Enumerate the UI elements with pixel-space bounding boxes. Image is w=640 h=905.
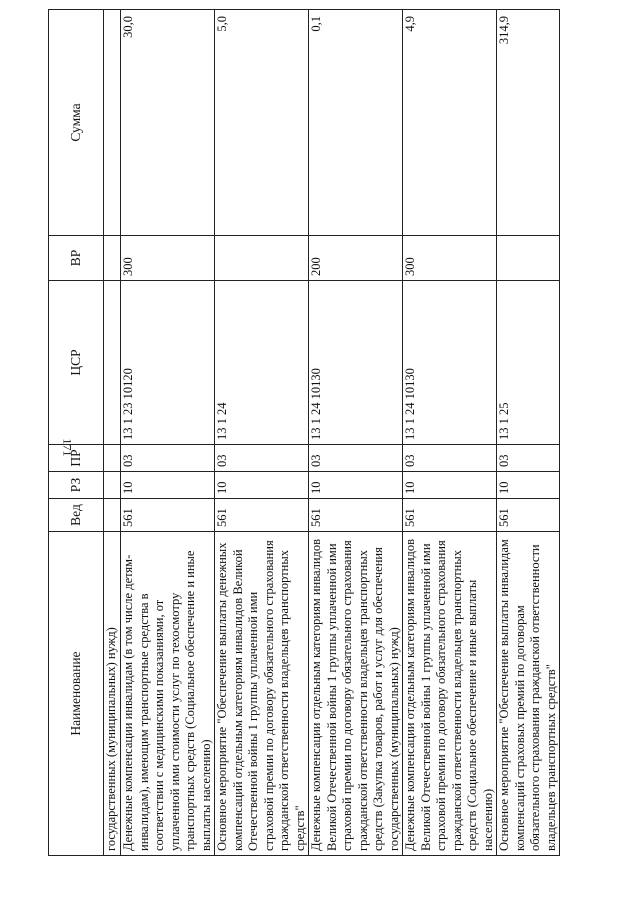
continuation-row (104, 10, 121, 856)
row-csr: 13 1 24 10130 (403, 281, 497, 445)
continuation-text: государственных (муниципальных) нужд) (104, 532, 121, 856)
row-vr (215, 236, 309, 281)
row-rz: 10 (309, 472, 403, 499)
row-name: Денежные компенсации отдельным категориям инвалидов Великой Отечественной войны 1 группы уплаченной ими страховой премии по договору обязательного страхования гражданской ответственности владельцев транспортных средств (Социальное обеспечение и иные выплаты населению) (403, 532, 497, 856)
row-ved: 561 (215, 499, 309, 532)
row-csr: 13 1 24 (215, 281, 309, 445)
header-csr: ЦСР (49, 281, 104, 445)
empty-cell (104, 281, 121, 445)
row-sum: 314,9 (497, 10, 560, 236)
row-vr: 300 (121, 236, 215, 281)
table-row (309, 10, 403, 856)
row-ved: 561 (121, 499, 215, 532)
row-vr (497, 236, 560, 281)
row-pr: 03 (403, 445, 497, 472)
row-rz: 10 (215, 472, 309, 499)
empty-cell (104, 236, 121, 281)
budget-table (48, 9, 560, 856)
row-ved: 561 (497, 499, 560, 532)
row-rz: 10 (497, 472, 560, 499)
empty-cell (104, 472, 121, 499)
row-pr: 03 (121, 445, 215, 472)
row-name: Денежные компенсации отдельным категориям инвалидов Великой Отечественной войны 1 группы уплаченной ими страховой премии по договору обязательного страхования гражданской ответственности владельцев транспортных средств (Закупка товаров, работ и услуг для обеспечения государственных (муниципальных) нужд) (309, 532, 403, 856)
row-ved: 561 (403, 499, 497, 532)
row-sum: 30,0 (121, 10, 215, 236)
rotated-table-wrapper (48, 10, 558, 856)
header-pr: ПР (49, 445, 104, 472)
row-csr: 13 1 25 (497, 281, 560, 445)
row-vr: 300 (403, 236, 497, 281)
row-rz: 10 (403, 472, 497, 499)
row-csr: 13 1 23 10120 (121, 281, 215, 445)
table-row (215, 10, 309, 856)
row-sum: 0,1 (309, 10, 403, 236)
row-rz: 10 (121, 472, 215, 499)
empty-cell (104, 499, 121, 532)
header-vr: ВР (49, 236, 104, 281)
table-header-row (49, 10, 104, 856)
row-vr: 200 (309, 236, 403, 281)
header-sum: Сумма (49, 10, 104, 236)
header-ved: Вед (49, 499, 104, 532)
row-name: Денежные компенсации инвалидам (в том числе детям-инвалидам), имеющим транспортные средства в соответствии с медицинскими показаниями, от уплаченной ими стоимости услуг по техосмотру транспортных средств (Социальное обеспечение и иные выплаты населению) (121, 532, 215, 856)
table-row (121, 10, 215, 856)
table-row (497, 10, 560, 856)
row-name: Основное мероприятие "Обеспечение выплаты инвалидам компенсаций страховых премий по договорам обязательного страхования гражданской ответственности владельцев транспортных средств" (497, 532, 560, 856)
empty-cell (104, 445, 121, 472)
row-pr: 03 (309, 445, 403, 472)
row-pr: 03 (215, 445, 309, 472)
row-sum: 5,0 (215, 10, 309, 236)
empty-cell (104, 10, 121, 236)
row-name: Основное мероприятие "Обеспечение выплаты денежных компенсаций отдельным категориям инвалидов Великой Отечественной войны 1 группы уплаченной ими страховой премии по договору обязательного страхования гражданской ответственности владельцев транспортных средств" (215, 532, 309, 856)
row-ved: 561 (309, 499, 403, 532)
table-row (403, 10, 497, 856)
row-csr: 13 1 24 10130 (309, 281, 403, 445)
header-name: Наименование (49, 532, 104, 856)
page-number: 171 (60, 438, 75, 457)
row-sum: 4,9 (403, 10, 497, 236)
row-pr: 03 (497, 445, 560, 472)
header-rz: РЗ (49, 472, 104, 499)
